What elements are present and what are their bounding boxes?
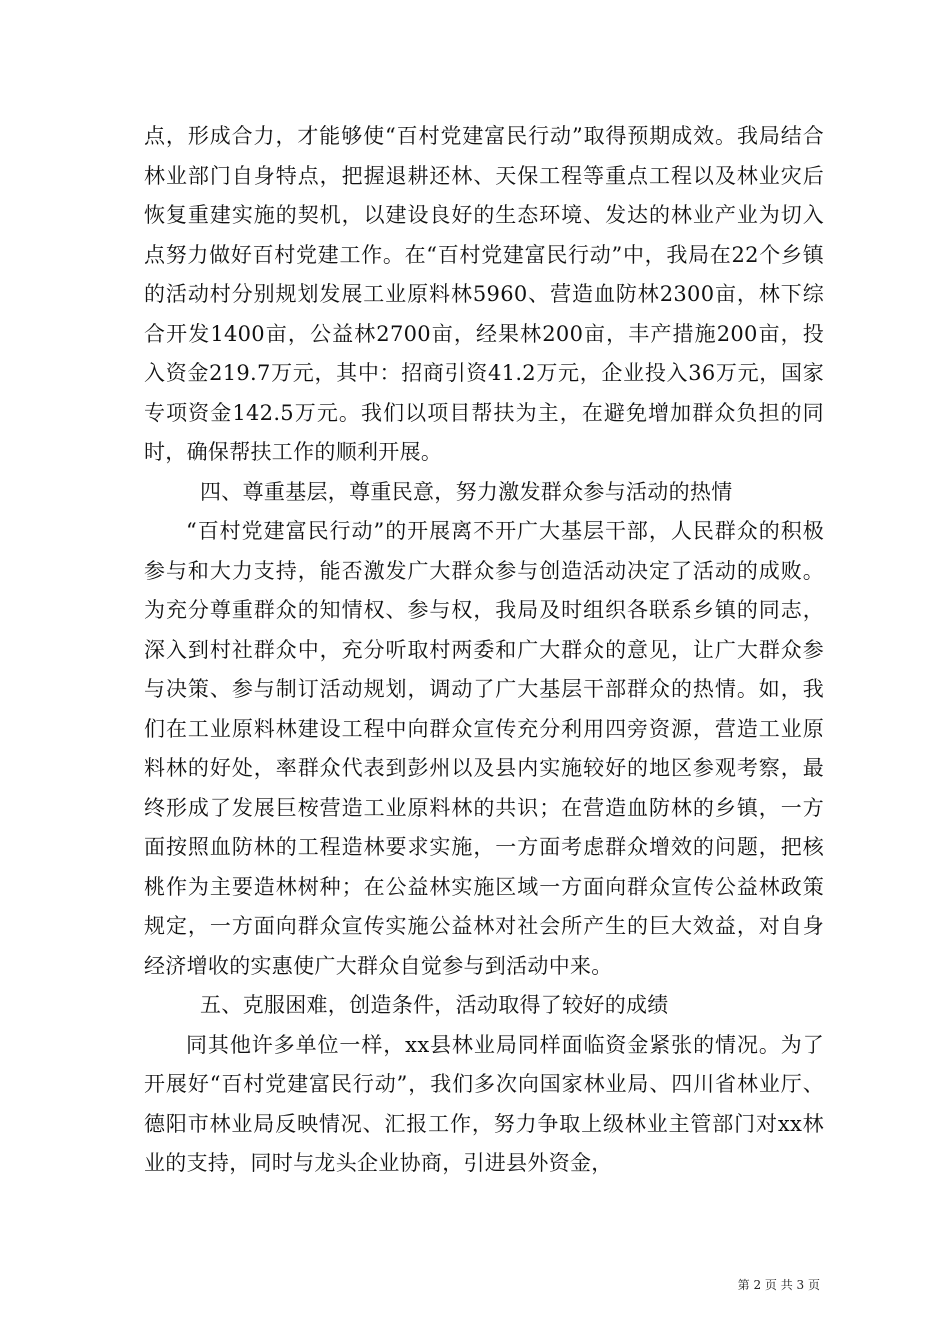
paragraph-section-four: “百村党建富民行动”的开展离不开广大基层干部，人民群众的积极参与和大力支持，能否激发广大群众参与创造活动决定了活动的成败。为充分尊重群众的知情权、参与权，我局及时组织各联系乡镇的同志，深入到村社群众中，充分听取村两委和广大群众的意见，让广大群众参与决策、参与制订活动规划，调动了广大基层干部群众的热情。如，我们在工业原料林建设工程中向群众宣传充分利用四旁资源，营造工业原料林的好处，率群众代表到彭州以及县内实施较好的地区参观考察，最终形成了发展巨桉营造工业原料林的共识；在营造血防林的乡镇，一方面按照血防林的工程造林要求实施，一方面考虑群众增效的问题，把核桃作为主要造林树种；在公益林实施区域一方面向群众宣传公益林政策规定，一方面向群众宣传实施公益林对社会所产生的巨大效益，对自身经济增收的实惠使广大群众自觉参与到活动中来。 <box>144 519 824 978</box>
paragraph-continued: 点，形成合力，才能够使“百村党建富民行动”取得预期成效。我局结合林业部门自身特点，把握退耕还林、天保工程等重点工程以及林业灾后恢复重建实施的契机，以建设良好的生态环境、发达的林业产业为切入点努力做好百村党建工作。在“百村党建富民行动”中，我局在22个乡镇的活动村分别规划发展工业原料林5960、营造血防林2300亩，林下综合开发1400亩，公益林2700亩，经果林200亩，丰产措施200亩，投入资金219.7万元，其中：招商引资41.2万元，企业投入36万元，国家专项资金142.5万元。我们以项目帮扶为主，在避免增加群众负担的同时，确保帮扶工作的顺利开展。 <box>144 124 824 464</box>
paragraph-section-five: 同其他许多单位一样，xx县林业局同样面临资金紧张的情况。为了开展好“百村党建富民行动”，我们多次向国家林业局、四川省林业厅、德阳市林业局反映情况、汇报工作，努力争取上级林业主管部门对xx林业的支持，同时与龙头企业协商，引进县外资金， <box>144 1032 824 1175</box>
page-number: 第 2 页 共 3 页 <box>737 1278 820 1292</box>
section-heading-five: 五、克服困难，创造条件，活动取得了较好的成绩 <box>200 993 669 1017</box>
document-body <box>144 117 824 1184</box>
section-heading-four: 四、尊重基层，尊重民意，努力激发群众参与活动的热情 <box>200 479 733 504</box>
